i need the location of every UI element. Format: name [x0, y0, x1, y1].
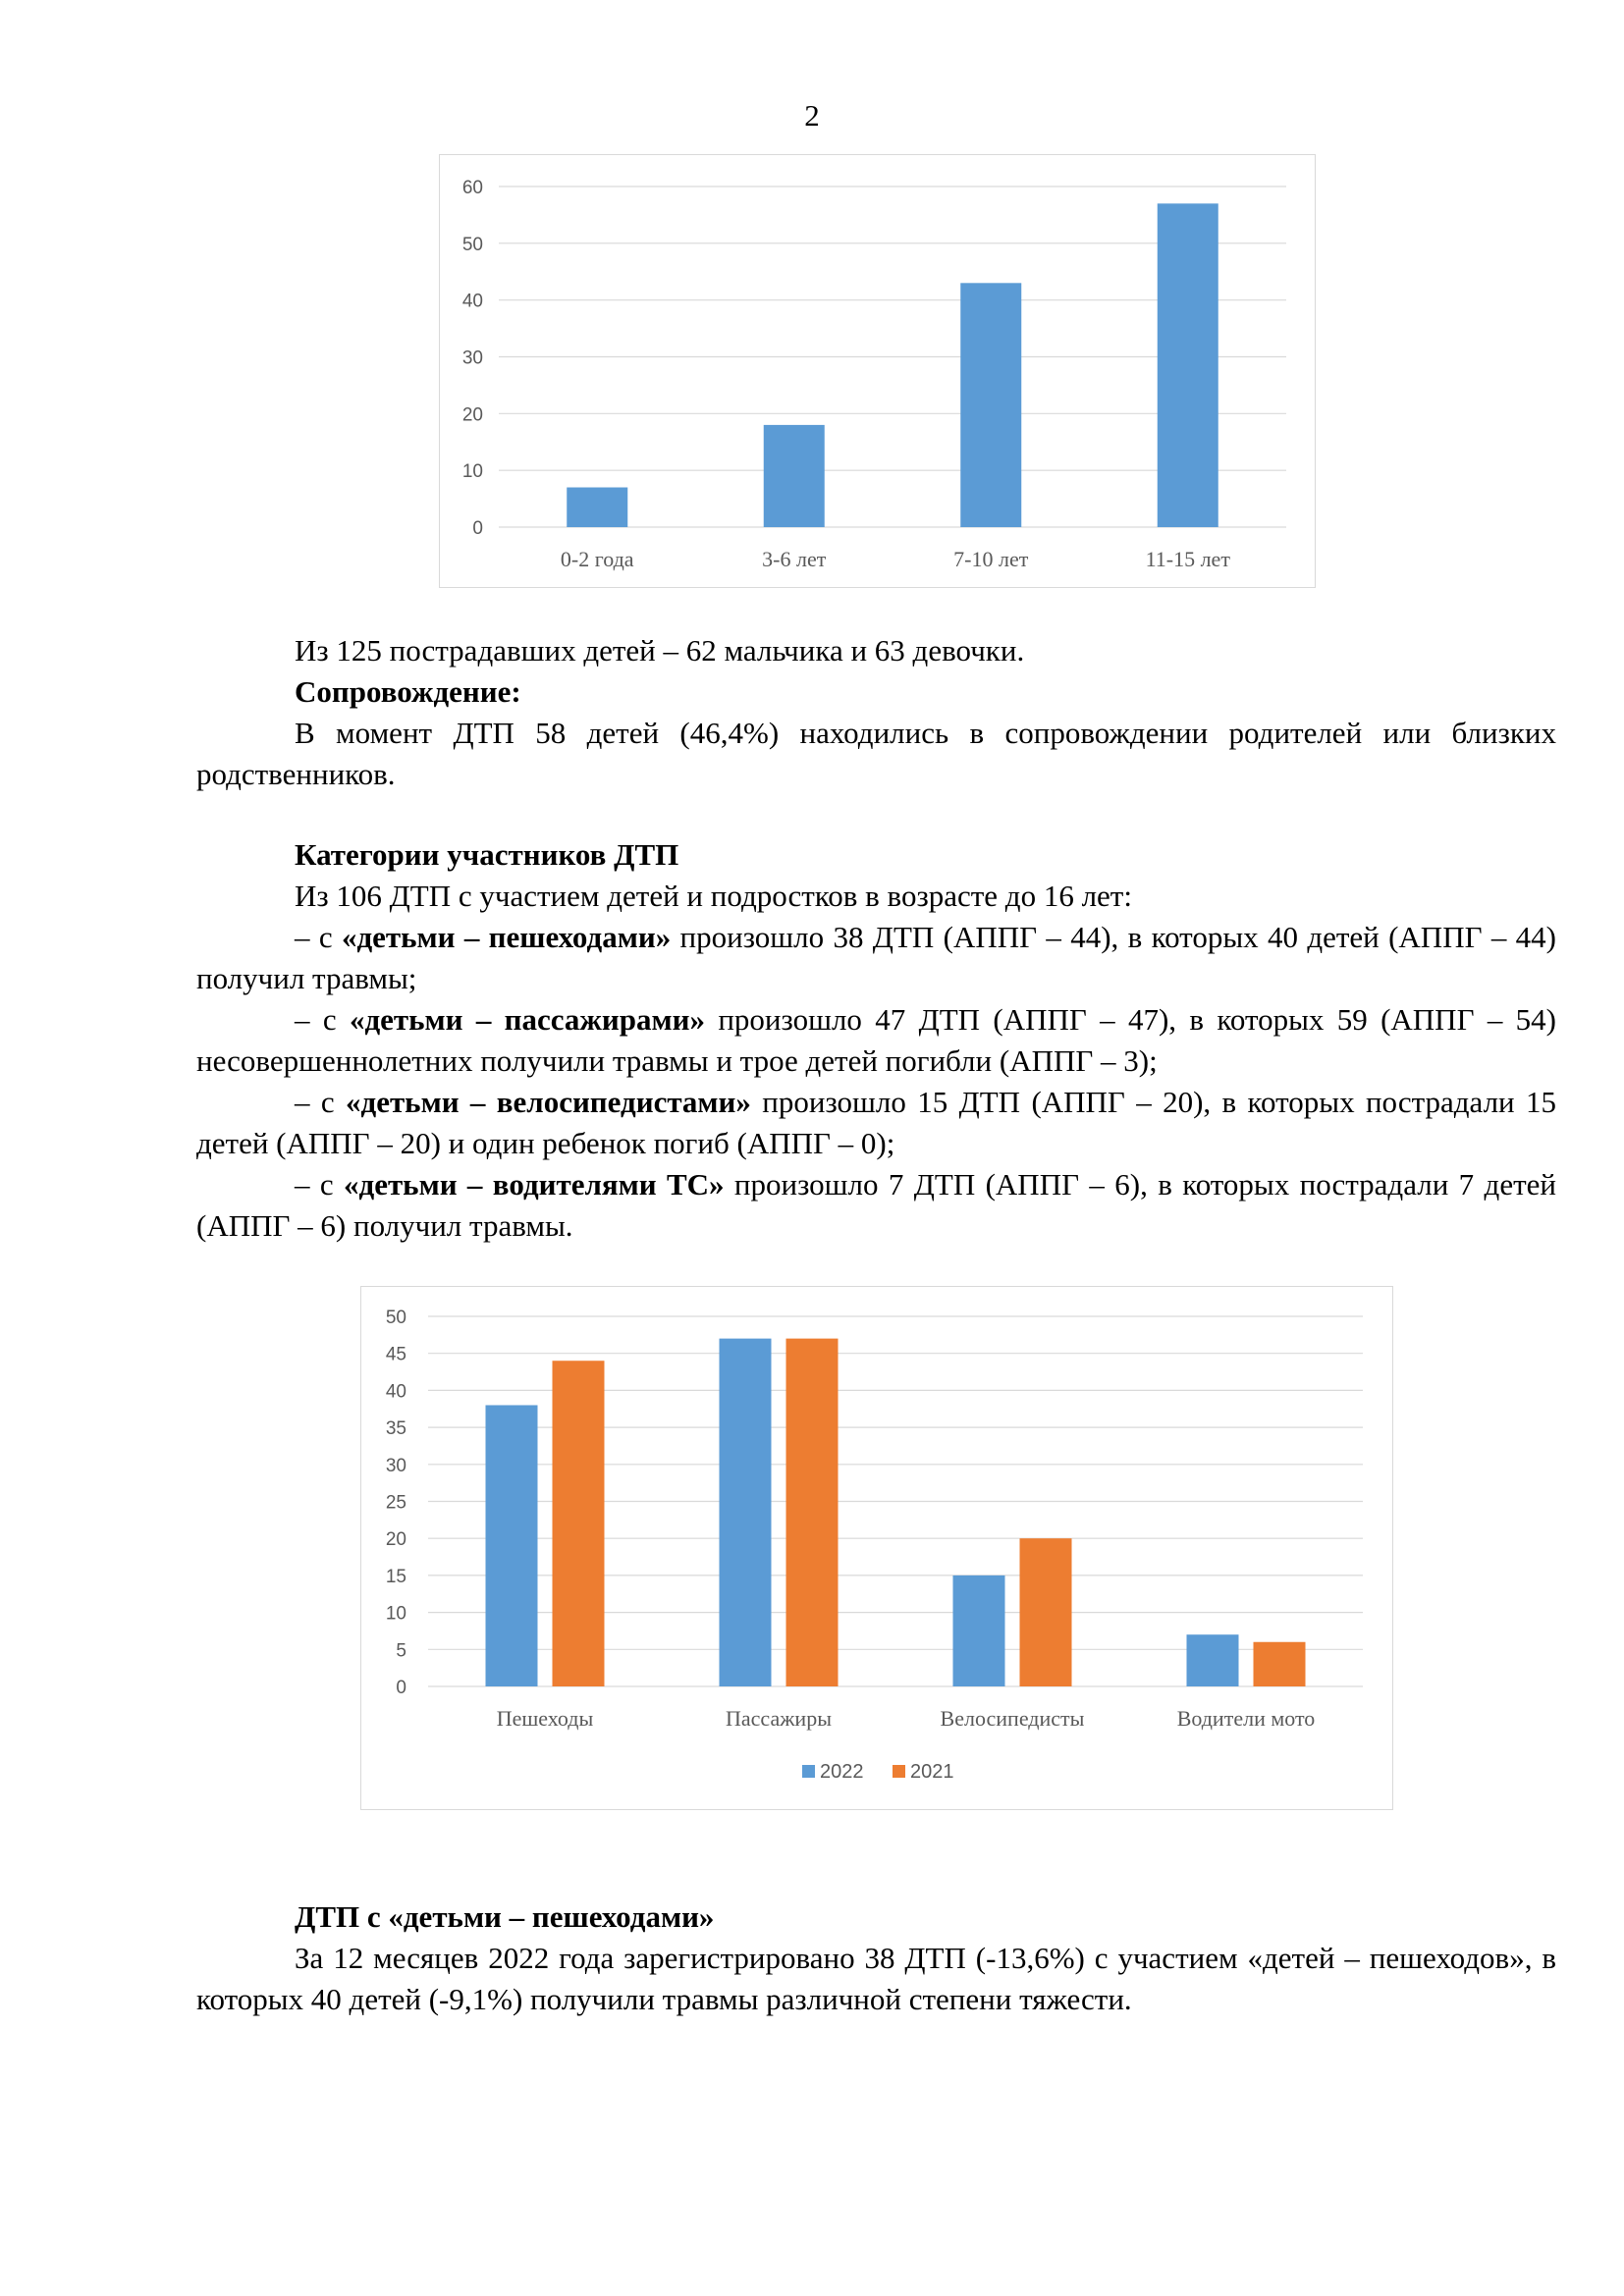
text-block-pedestrians [196, 1896, 1556, 2020]
pedestrians-paragraph: За 12 месяцев 2022 года зарегистрировано 38 ДТП (-13,6%) с участием «детей – пешеходов», в которых 40 детей (-9,1%) получили травмы различной степени тяжести. [196, 1941, 1556, 2016]
bar-2022-3 [1187, 1634, 1239, 1686]
y-tick-label: 45 [385, 1344, 406, 1365]
category-item-passengers: – с «детьми – пассажирами» произошло 47 ДТП (АППГ – 47), в которых 59 (АППГ – 54) несовершеннолетних получили травмы и трое детей погибли (АППГ – 3); [196, 1002, 1556, 1078]
legend-swatch-2021 [893, 1765, 905, 1778]
y-tick-label: 30 [385, 1455, 406, 1476]
x-category-label: Пассажиры [726, 1706, 832, 1731]
legend-swatch-2022 [802, 1765, 815, 1778]
categories-bar-chart-svg [361, 1287, 1394, 1811]
y-tick-label: 50 [461, 234, 483, 255]
page-number: 2 [804, 98, 820, 133]
y-tick-label: 5 [396, 1640, 406, 1662]
y-tick-label: 20 [461, 404, 483, 426]
categories-bar-chart [360, 1286, 1393, 1810]
y-tick-label: 50 [385, 1308, 406, 1328]
y-tick-label: 25 [385, 1492, 406, 1514]
x-category-label: 0-2 года [560, 547, 634, 571]
bar-2021-1 [786, 1339, 839, 1686]
escort-paragraph: В момент ДТП 58 детей (46,4%) находились в сопровождении родителей или близких родственников. [196, 716, 1556, 791]
y-tick-label: 10 [385, 1603, 406, 1625]
y-tick-label: 40 [461, 291, 483, 312]
categories-intro: Из 106 ДТП с участием детей и подростков в возрасте до 16 лет: [295, 879, 1132, 913]
y-tick-label: 40 [385, 1381, 406, 1403]
categories-heading: Категории участников ДТП [295, 837, 679, 872]
x-category-label: Велосипедисты [940, 1706, 1085, 1731]
y-tick-label: 0 [472, 518, 483, 539]
y-tick-label: 15 [385, 1566, 406, 1587]
category-item-cyclists: – с «детьми – велосипедистами» произошло 15 ДТП (АППГ – 20), в которых пострадали 15 детей (АППГ – 20) и один ребенок погиб (АППГ – 0); [196, 1085, 1556, 1160]
bar-2022-2 [953, 1575, 1005, 1686]
text-block-categories [196, 834, 1556, 1247]
y-tick-label: 20 [385, 1529, 406, 1551]
x-category-label: 7-10 лет [953, 547, 1029, 571]
bar-2022-0 [486, 1405, 538, 1686]
bar-2022-1 [720, 1339, 772, 1686]
x-category-label: Пешеходы [496, 1706, 594, 1731]
bar-2021-2 [1020, 1538, 1072, 1686]
age-bar-chart-svg [440, 155, 1317, 589]
x-category-label: Водители мото [1176, 1706, 1316, 1731]
category-item-drivers: – с «детьми – водителями ТС» произошло 7 ДТП (АППГ – 6), в которых пострадали 7 детей (АППГ – 6) получил травмы. [196, 1167, 1556, 1243]
age-bar-chart [439, 154, 1316, 588]
bar-value-2 [960, 283, 1021, 527]
x-category-label: 3-6 лет [762, 547, 827, 571]
category-item-pedestrians: – с «детьми – пешеходами» произошло 38 ДТП (АППГ – 44), в которых 40 детей (АППГ – 44) получил травмы; [196, 920, 1557, 995]
escort-heading: Сопровождение: [295, 674, 521, 709]
y-tick-label: 30 [461, 347, 483, 369]
gender-paragraph: Из 125 пострадавших детей – 62 мальчика и 63 девочки. [295, 633, 1025, 667]
bar-value-3 [1158, 203, 1218, 527]
legend-label-2021: 2021 [910, 1761, 954, 1783]
bar-value-0 [567, 488, 627, 527]
x-category-label: 11-15 лет [1145, 547, 1230, 571]
bar-value-1 [764, 425, 825, 527]
text-block-escort [196, 630, 1556, 795]
bar-2021-0 [553, 1361, 605, 1686]
bar-2021-3 [1254, 1642, 1306, 1686]
y-tick-label: 35 [385, 1418, 406, 1440]
legend-label-2022: 2022 [820, 1761, 864, 1783]
y-tick-label: 60 [461, 178, 483, 198]
y-tick-label: 0 [396, 1678, 406, 1698]
y-tick-label: 10 [461, 461, 483, 483]
pedestrians-heading: ДТП с «детьми – пешеходами» [295, 1899, 715, 1934]
